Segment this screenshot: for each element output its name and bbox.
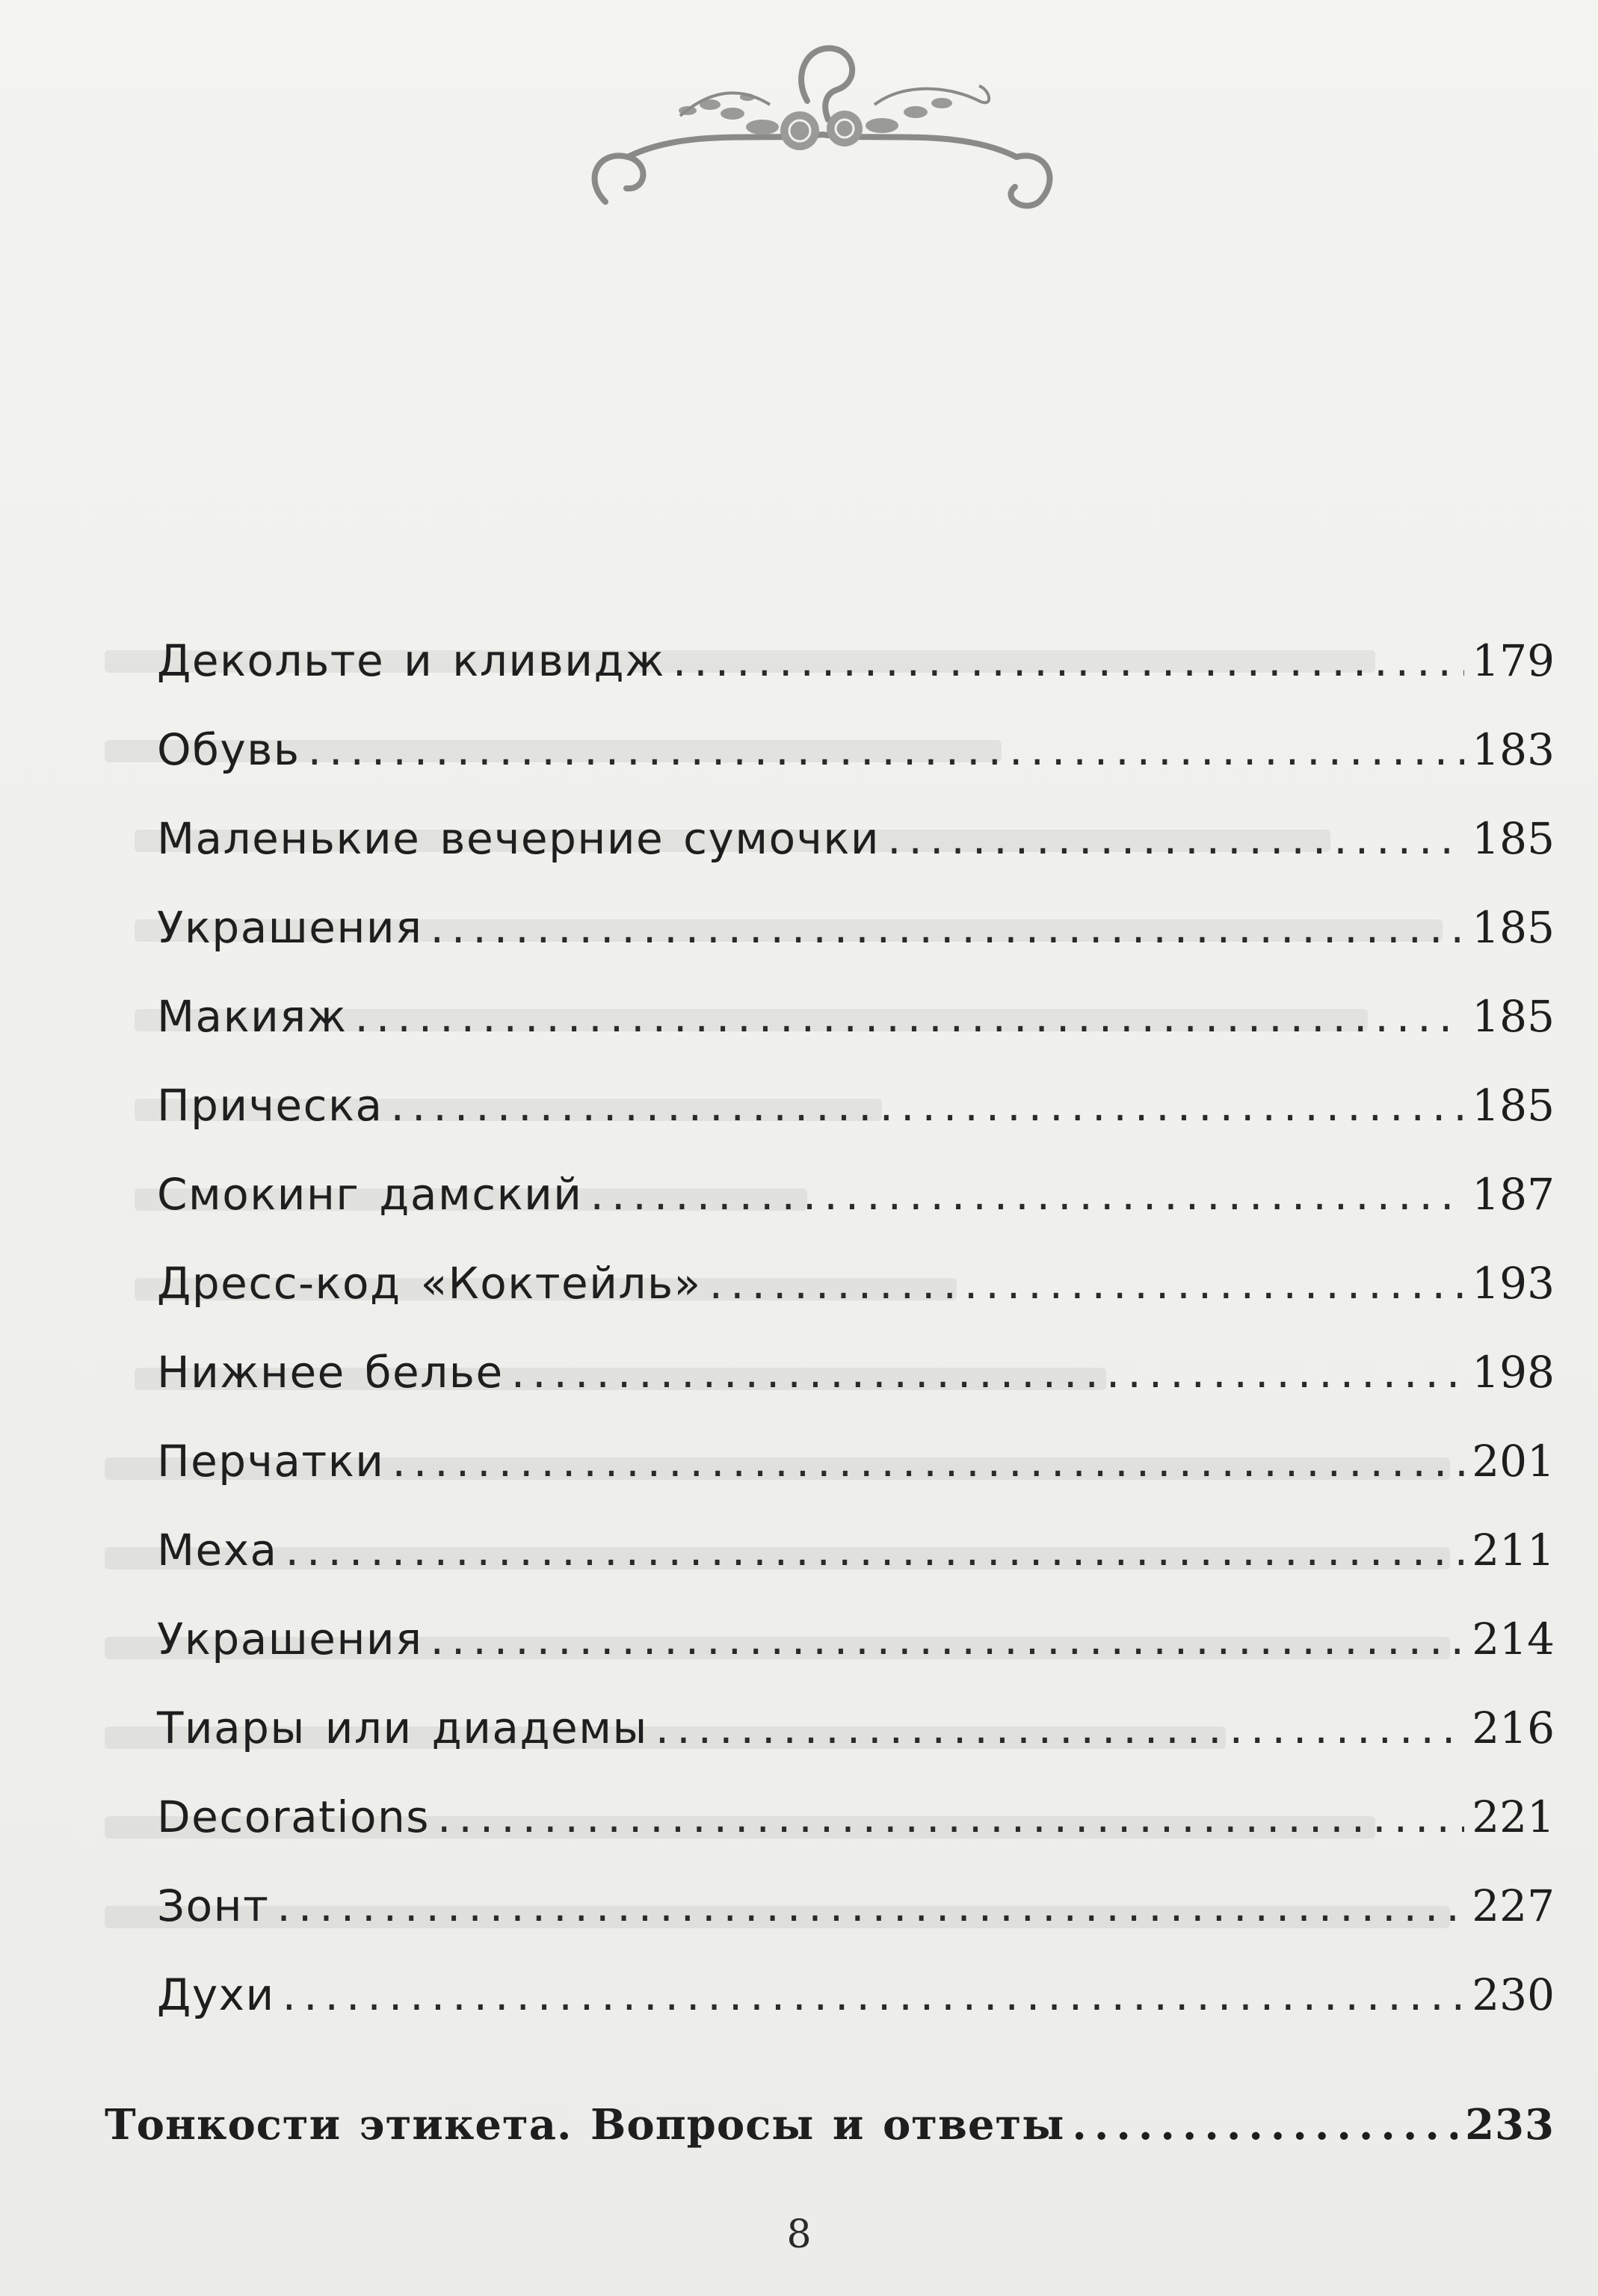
dot-leader	[709, 1258, 1465, 1309]
dot-leader	[590, 1169, 1465, 1220]
toc-entry-title: Маленькие вечерние сумочки	[157, 813, 880, 864]
toc-entry	[157, 1080, 1555, 1169]
dot-leader	[354, 991, 1464, 1042]
dot-leader	[437, 1792, 1464, 1842]
toc-entry	[157, 1347, 1555, 1436]
toc-entry-page: 211	[1472, 1525, 1555, 1576]
toc-entry-page: 185	[1472, 991, 1555, 1042]
toc-section-title: Тонкости этикета. Вопросы и ответы	[105, 2100, 1065, 2150]
toc-entry	[157, 1436, 1555, 1525]
dot-leader	[431, 1614, 1465, 1664]
toc-entry-page: 185	[1472, 1080, 1555, 1131]
toc-entry-page: 183	[1472, 724, 1555, 775]
toc-entry-page: 185	[1472, 902, 1555, 953]
toc-entry-page: 179	[1472, 635, 1555, 686]
toc-entry	[157, 1258, 1555, 1347]
toc-entry	[157, 1703, 1555, 1792]
toc-entry-page: 187	[1472, 1169, 1555, 1220]
dot-leader	[392, 1436, 1464, 1487]
dot-leader	[1072, 2100, 1457, 2150]
toc-entry	[157, 1969, 1555, 2058]
dot-leader	[431, 902, 1465, 953]
toc-entry	[157, 991, 1555, 1080]
toc-section-page: 233	[1465, 2100, 1555, 2150]
toc-entry	[157, 1614, 1555, 1703]
dot-leader	[308, 724, 1465, 775]
dot-leader	[511, 1347, 1465, 1398]
toc-entry-page: 230	[1472, 1969, 1555, 2020]
toc-entry-title: Обувь	[157, 724, 300, 775]
toc-entry-title: Тиары или диадемы	[157, 1703, 648, 1753]
toc-entry-title: Смокинг дамский	[157, 1169, 583, 1220]
toc-entry-title: Декольте и кливидж	[157, 635, 665, 686]
toc-entry	[157, 1880, 1555, 1969]
toc-entry-page: 227	[1472, 1880, 1555, 1931]
toc-entry-title: Перчатки	[157, 1436, 385, 1487]
dot-leader	[887, 813, 1464, 864]
page-number: 8	[786, 2212, 812, 2257]
toc-entry-page: 201	[1472, 1436, 1555, 1487]
toc-entry	[157, 635, 1555, 724]
toc-entry-title: Украшения	[157, 1614, 423, 1664]
toc-entry	[157, 724, 1555, 813]
toc-entry	[157, 1525, 1555, 1614]
toc-entry	[157, 1792, 1555, 1880]
table-of-contents	[157, 635, 1555, 2058]
floral-ornament	[576, 30, 1069, 232]
toc-entry-title: Макияж	[157, 991, 348, 1042]
toc-entry	[157, 1169, 1555, 1258]
toc-entry-page: 221	[1472, 1792, 1555, 1842]
toc-entry-title: Духи	[157, 1969, 275, 2020]
dot-leader	[283, 1969, 1465, 2020]
dot-leader	[286, 1525, 1465, 1576]
toc-entry-title: Дресс-код «Коктейль»	[157, 1258, 702, 1309]
toc-entry-page: 198	[1472, 1347, 1555, 1398]
toc-entry-title: Прическа	[157, 1080, 383, 1131]
dot-leader	[673, 635, 1464, 686]
toc-entry	[157, 813, 1555, 902]
toc-entry-page: 193	[1472, 1258, 1555, 1309]
toc-entry-page: 214	[1472, 1614, 1555, 1664]
toc-entry-title: Меха	[157, 1525, 278, 1576]
toc-entry	[157, 902, 1555, 991]
toc-entry-title: Украшения	[157, 902, 423, 953]
dot-leader	[277, 1880, 1464, 1931]
toc-entry-page: 185	[1472, 813, 1555, 864]
dot-leader	[391, 1080, 1465, 1131]
dot-leader	[655, 1703, 1465, 1753]
toc-entry-title: Нижнее белье	[157, 1347, 504, 1398]
toc-section-entry	[105, 2100, 1555, 2150]
toc-entry-title: Decorations	[157, 1792, 430, 1842]
toc-entry-page: 216	[1472, 1703, 1555, 1753]
toc-entry-title: Зонт	[157, 1880, 270, 1931]
